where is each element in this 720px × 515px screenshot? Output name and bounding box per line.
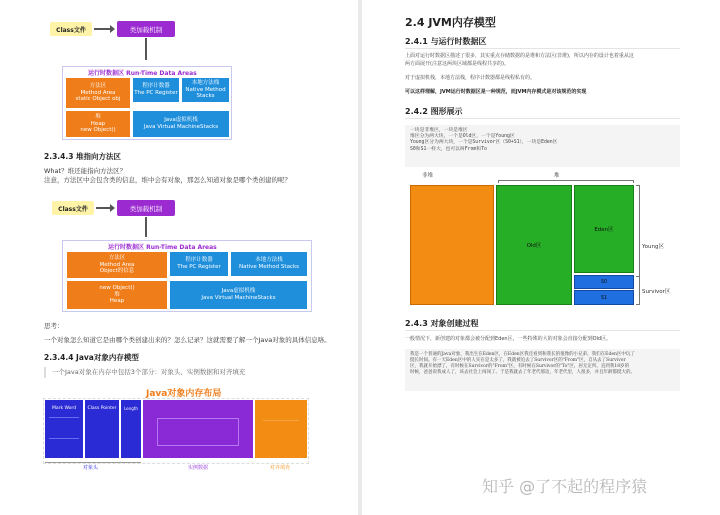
section-heading-242: 2.4.2 图形展示 xyxy=(405,107,463,116)
length-label: Length xyxy=(124,406,138,411)
section-heading-2344: 2.3.4.4 Java对象内存模型 xyxy=(44,353,139,362)
heap-en: Heap xyxy=(90,120,106,127)
arrow-down-icon xyxy=(145,38,147,60)
pc-register-box-2 xyxy=(170,252,228,276)
young-label: Young区 xyxy=(642,244,664,250)
code-line-4: S0和S1一样大，也可以叫From和To xyxy=(410,146,487,152)
s241-p2: 两方面展开(注意这两块区域都是线程共享的)。 xyxy=(405,61,509,67)
divider xyxy=(405,330,680,331)
section-2343-line2: 注意，方法区中会包含类的信息，堆中会有对象，那怎么知道对象是哪个类创建的呢？ xyxy=(44,176,291,184)
mark-word-label: Mark Word xyxy=(51,406,77,411)
story-line-3: 区，我就开始漂了，有时候在Survivor的"From"区，有时候在Survivor的"To"区，居无定所。直到我18岁的 xyxy=(410,363,630,369)
rtda-title-1: 运行时数据区 Run-Time Data Areas xyxy=(88,70,197,77)
method-area-box xyxy=(66,78,130,108)
padding-inner xyxy=(263,420,299,434)
class-loader-label-2: 类加载机制 xyxy=(129,204,163,213)
code-line-2: 堆区分为两大块，一个是Old区，一个是Young区 xyxy=(410,134,515,140)
pc-register-box xyxy=(133,78,179,102)
story-line-4: 时候，爸爸说我成人了，该去社会上闯闯了。于是我就去了年老代那边，年老代里，人很多，并且年龄都挺大的。 xyxy=(410,369,635,375)
arrow-down-icon xyxy=(145,217,147,237)
native-stack-box-2 xyxy=(231,252,307,276)
code-block xyxy=(405,125,680,167)
watermark: 知乎 @了不起的程序猿 xyxy=(482,477,648,496)
non-heap-label: 非堆 xyxy=(422,173,434,179)
method-area-en-2: Method Area xyxy=(99,261,135,268)
heap-brace xyxy=(498,180,634,183)
pc-register-en: The PC Register xyxy=(134,90,178,96)
s1-label: S1 xyxy=(600,294,608,301)
mark-word-detail xyxy=(49,417,79,439)
s0-label: S0 xyxy=(600,279,608,285)
class-loader-chip xyxy=(117,21,175,37)
class-file-label: Class文件 xyxy=(56,26,86,34)
instance-label: 实例数据 xyxy=(188,465,209,471)
section-heading-2343: 2.3.4.3 堆指向方法区 xyxy=(44,152,122,161)
padding-label: 对齐填充 xyxy=(270,465,291,471)
right-page xyxy=(362,0,720,515)
divider xyxy=(405,118,680,119)
pc-register-cn-2: 程序计数器 xyxy=(185,257,213,264)
class-loader-chip-2 xyxy=(117,200,175,216)
code-line-1: 一块是非堆区，一块是堆区 xyxy=(410,128,468,133)
method-area-note-2: Object的信息 xyxy=(99,268,135,275)
jvm-stack-en: Java Virtual MachineStacks xyxy=(143,124,219,130)
class-loader-label: 类加载机制 xyxy=(129,25,163,34)
class-pointer-cell xyxy=(85,400,119,458)
method-area-box-2 xyxy=(67,252,167,278)
old-label: Old区 xyxy=(526,243,542,249)
heap-label: 堆 xyxy=(554,173,560,179)
section-heading-243: 2.4.3 对象创建过程 xyxy=(405,319,479,328)
native-stack-cn-2: 本地方法栈 xyxy=(255,257,283,264)
length-cell xyxy=(121,400,141,458)
native-stack-cn: 本地方法栈 xyxy=(191,79,220,86)
method-area-cn-2: 方法区 xyxy=(108,254,126,261)
arrowhead-icon xyxy=(110,25,115,33)
instance-data-cell xyxy=(143,400,253,458)
story-line-1: 我是一个普通的Java对象，我出生在Eden区，在Eden区我还看到和我长的很像的小兄弟，我们在Eden区中玩了 xyxy=(410,352,635,357)
jvm-stack-en-2: Java Virtual MachineStacks xyxy=(201,295,276,301)
class-file-chip-2 xyxy=(52,201,94,215)
arrowhead-icon xyxy=(110,204,115,212)
header-label: 对象头 xyxy=(83,465,99,471)
s241-p4: 可以这样理解，JVM运行时数据区是一种规范，而JVM内存模式是对该规范的实现 xyxy=(405,89,587,95)
heap-note: new Object() xyxy=(80,127,116,134)
layout-title: Java对象内存布局 xyxy=(146,389,222,399)
s241-p3: 对于虚拟机栈，本地方法栈，程序计数器都是线程私有的。 xyxy=(405,75,536,81)
section-2344-quote: 一个Java对象在内存中包括3个部分：对象头、实例数据和对齐填充 xyxy=(52,368,246,376)
think-line: 一个对象怎么知道它是由哪个类创建出来的？怎么记录？这就需要了解一个Java对象的具体信息咯。 xyxy=(44,336,331,344)
non-heap-area xyxy=(410,185,494,305)
mark-word-cell xyxy=(45,400,83,458)
survivor-label: Survivor区 xyxy=(642,289,671,295)
section-heading-241: 2.4.1 与运行时数据区 xyxy=(405,37,487,46)
jvm-stack-box xyxy=(133,111,229,137)
header-brace xyxy=(45,460,141,463)
heap-note-2: new Object() xyxy=(99,284,135,291)
heap-cn-2: 堆 xyxy=(114,291,120,298)
eden-area xyxy=(574,185,634,273)
padding-cell xyxy=(255,400,307,458)
left-page xyxy=(0,0,358,515)
method-area-note: static Object obj xyxy=(75,96,121,103)
class-file-chip xyxy=(50,22,92,36)
method-area-en: Method Area xyxy=(80,89,116,96)
heap-box-2 xyxy=(67,281,167,309)
jvm-stack-cn-2: Java虚拟机栈 xyxy=(221,288,256,295)
survivor-brace xyxy=(636,276,640,305)
think-label: 思考： xyxy=(44,322,64,330)
native-stack-en-2: Native Method Stacks xyxy=(238,264,300,270)
jvm-stack-box-2 xyxy=(170,281,307,309)
native-stack-en: Native Method Stacks xyxy=(185,86,226,100)
s1-area xyxy=(574,290,634,305)
heap-en-2: Heap xyxy=(109,298,125,305)
s243-p1: 一般情况下，新创建的对象都会被分配到Eden区，一些特殊的大的对象会直接分配到Old区。 xyxy=(405,336,612,342)
pc-register-en-2: The PC Register xyxy=(177,264,221,270)
rtda-title-2: 运行时数据区 Run-Time Data Areas xyxy=(108,244,217,251)
old-area xyxy=(496,185,572,305)
quote-bar xyxy=(44,367,46,378)
chapter-title: 2.4 JVM内存模型 xyxy=(405,16,496,29)
class-pointer-label: Class Pointer xyxy=(87,406,117,411)
s0-area xyxy=(574,275,634,289)
jvm-stack-cn: Java虚拟机栈 xyxy=(164,117,198,124)
instance-data-inner xyxy=(157,418,239,446)
s241-p1: 上面对运行时数据区描述了很多，其实重点存储数据的是堆和方法区(非堆)，所以内存的设计也着重从这 xyxy=(405,53,634,59)
native-stack-box xyxy=(182,78,229,102)
story-line-2: 挺长时间。有一天Eden区中的人实在是太多了，我就被迫去了Survivor区的"From"区，自从去了Survivor xyxy=(410,357,626,363)
story-block xyxy=(405,349,680,391)
eden-label: Eden区 xyxy=(594,227,614,233)
divider xyxy=(405,48,680,49)
method-area-cn: 方法区 xyxy=(89,82,107,89)
code-line-3: Young区分为两大块，一个是Survivor区（S0+S1），一块是Eden区 xyxy=(410,140,558,146)
section-2343-line1: What？堆还能指向方法区？ xyxy=(44,167,127,175)
heap-box xyxy=(66,111,130,137)
class-file-label-2: Class文件 xyxy=(58,205,88,213)
pc-register-cn: 程序计数器 xyxy=(142,83,170,90)
heap-cn: 堆 xyxy=(95,113,101,120)
